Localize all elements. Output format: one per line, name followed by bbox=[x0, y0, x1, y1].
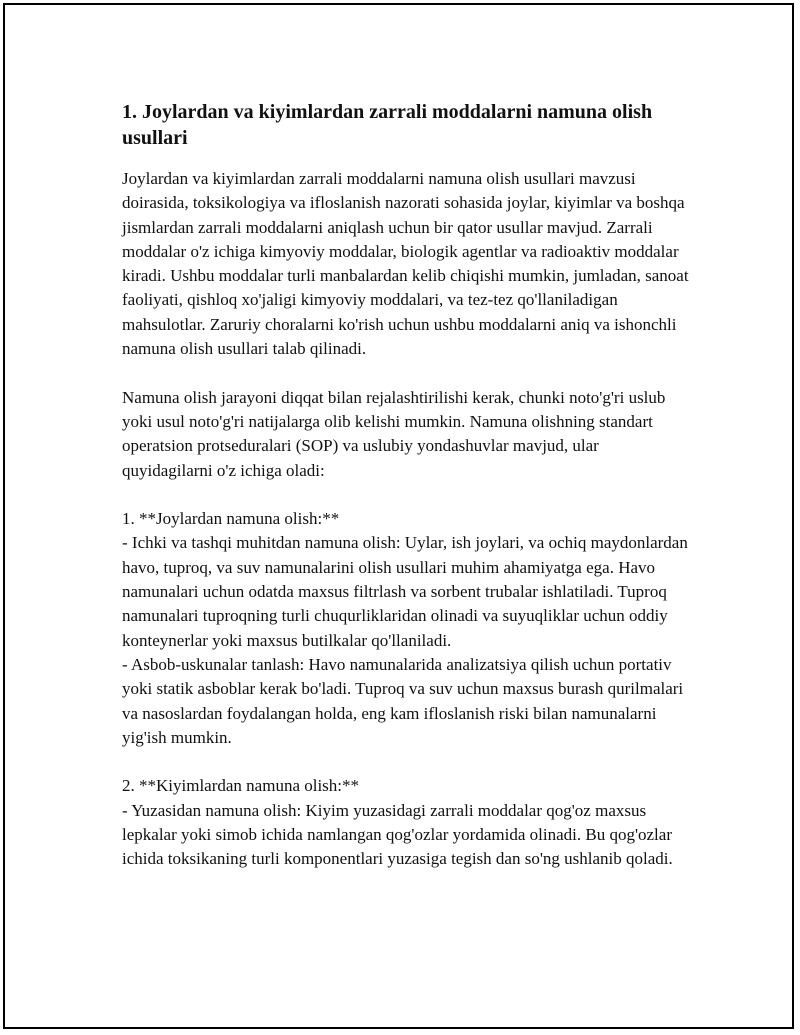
paragraph-gap bbox=[122, 483, 692, 507]
paragraph-gap bbox=[122, 750, 692, 774]
document-body bbox=[122, 99, 692, 872]
section-heading: 1. Joylardan va kiyimlardan zarrali moddalarni namuna olish usullari bbox=[122, 101, 653, 149]
paragraph-intro: Joylardan va kiyimlardan zarrali moddalarni namuna olish usullari mavzusi doirasida, toksikologiya va ifloslanish nazorati sohasida joylar, kiyimlar va boshqa jismlardan zarrali moddalarni aniqlash uchun bir qator usullar mavjud. Zarrali moddalar o'z ichiga kimyoviy moddalar, biologik agentlar va radioaktiv moddalar kiradi. Ushbu moddalar turli manbalardan kelib chiqishi mumkin, jumladan, sanoat faoliyati, qishloq xo'jaligi kimyoviy moddalari, va tez-tez qo'llaniladigan mahsulotlar. Zaruriy choralarni ko'rish uchun ushbu moddalarni aniq va ishonchli namuna olish usullari talab qilinadi. bbox=[122, 169, 689, 359]
list-item-clothes: 2. **Kiyimlardan namuna olish:** - Yuzasidan namuna olish: Kiyim yuzasidagi zarrali moddalar qog'oz maxsus lepkalar yoki simob ichida namlangan qog'ozlar yordamida olinadi. Bu qog'ozlar ichida toksikaning turli komponentlari yuzasiga tegish dan so'ng ushlanib qoladi. bbox=[122, 776, 673, 869]
page-frame bbox=[3, 3, 794, 1029]
list-item-places: 1. **Joylardan namuna olish:** - Ichki va tashqi muhitdan namuna olish: Uylar, ish joylari, va ochiq maydonlardan havo, tuproq, va suv namunalarini olish usullari muhim ahamiyatga ega. Havo namunalari uchun odatda maxsus filtrlash va sorbent trubalar ishlatiladi. Tuproq namunalari tuproqning turli chuqurliklaridan olinadi va suyuqliklar uchun oddiy konteynerlar yoki maxsus butilkalar qo'llaniladi. - Asbob-uskunalar tanlash: Havo namunalarida analizatsiya qilish uchun portativ yoki statik asboblar kerak bo'ladi. Tuproq va suv uchun maxsus burash qurilmalari va nasoslardan foydalangan holda, eng kam ifloslanish riski bilan namunalarni yig'ish mumkin. bbox=[122, 509, 688, 747]
paragraph-sampling: Namuna olish jarayoni diqqat bilan rejalashtirilishi kerak, chunki noto'g'ri uslub yoki usul noto'g'ri natijalarga olib kelishi mumkin. Namuna olishning standart operatsion protseduralari (SOP) va uslubiy yondashuvlar mavjud, ular quyidagilarni o'z ichiga oladi: bbox=[122, 387, 666, 480]
paragraph-gap bbox=[122, 361, 692, 385]
